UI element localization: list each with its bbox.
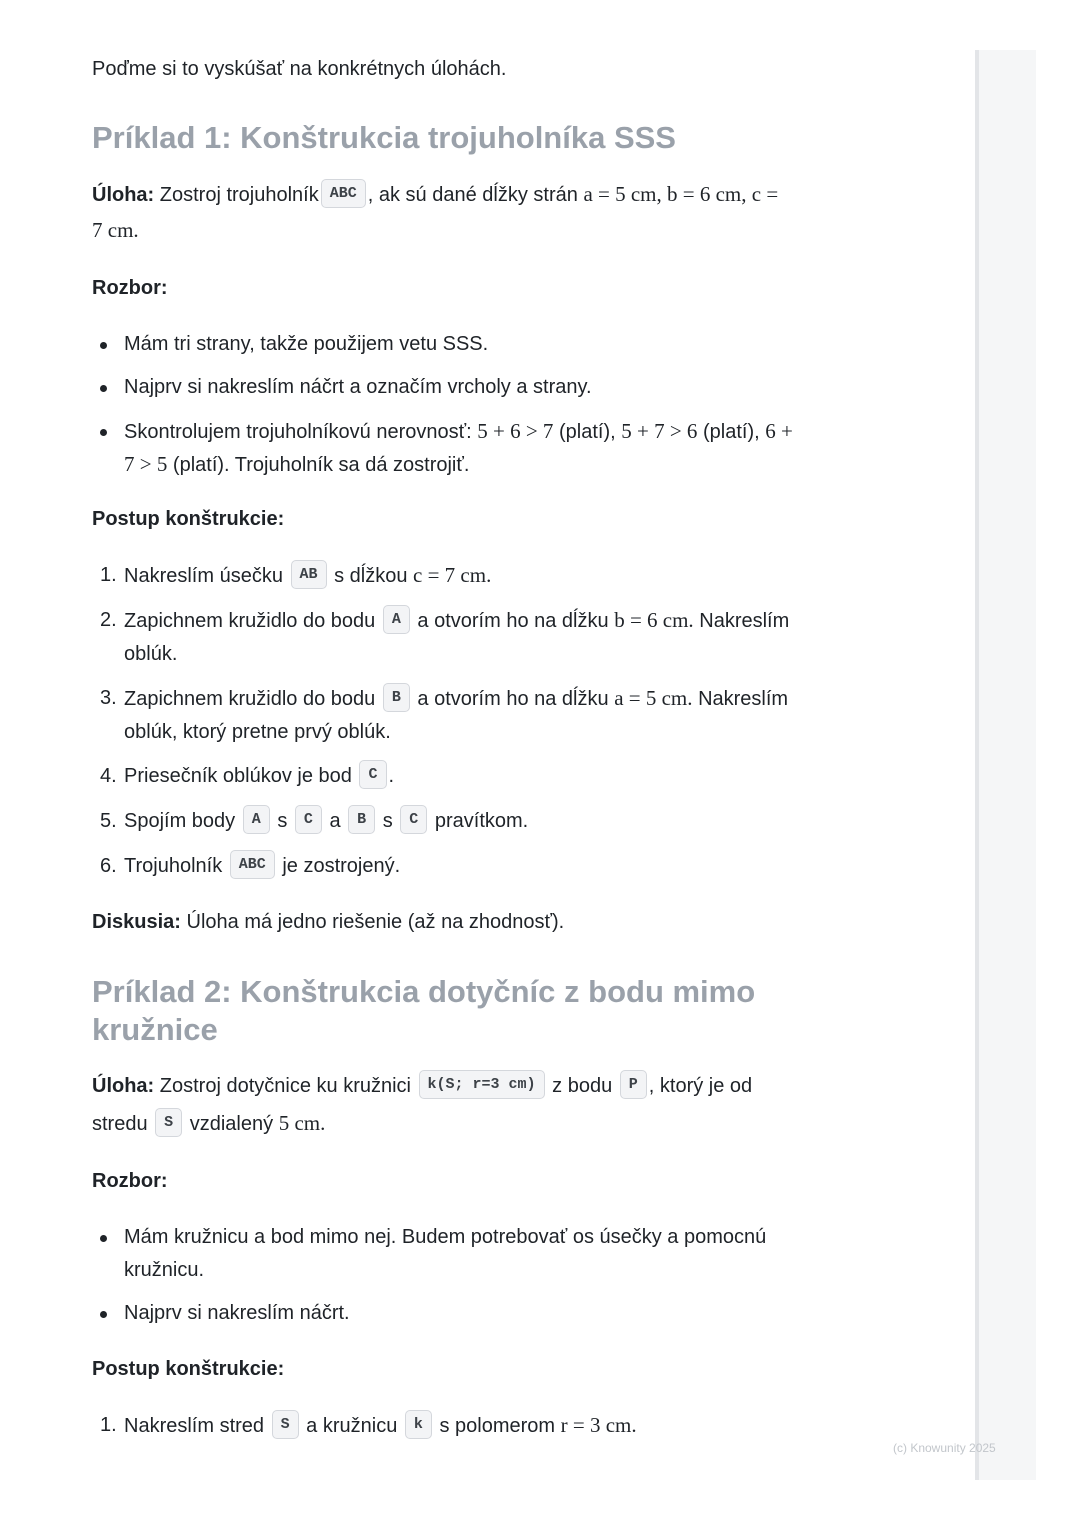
- step-number: 6.: [100, 855, 117, 877]
- list-item-text: (platí),: [559, 421, 616, 443]
- step-3: [100, 682, 789, 716]
- step-text: Nakreslím: [699, 610, 790, 632]
- math-expression: c = 7 cm.: [413, 563, 492, 587]
- right-sidebar: [975, 50, 1036, 1480]
- rozbor-heading: Rozbor:: [92, 277, 168, 299]
- task-label: Úloha:: [92, 1075, 155, 1097]
- step-text: a otvorím ho na dĺžku: [417, 688, 609, 710]
- code-abc: ABC: [321, 179, 366, 208]
- code-b: B: [383, 683, 410, 712]
- code-c: C: [400, 805, 427, 834]
- step-text: .: [388, 765, 395, 787]
- code-b: B: [348, 805, 375, 834]
- ex1-task-line2: [92, 214, 139, 248]
- step-4: [100, 760, 395, 793]
- step-number: 1.: [100, 564, 117, 586]
- list-item-text: Mám kružnicu a bod mimo nej. Budem potrebovať os úsečky a pomocnú: [124, 1226, 767, 1248]
- step-number: 2.: [100, 609, 117, 631]
- list-item: [124, 1221, 766, 1254]
- step-2: [100, 604, 790, 638]
- list-item-text: (platí). Trojuholník sa dá zostrojiť.: [172, 454, 470, 476]
- step-text: s: [382, 810, 393, 832]
- list-item: [124, 371, 592, 404]
- math-expression: 7 > 5: [124, 452, 168, 476]
- task-text: z bodu: [552, 1075, 613, 1097]
- code-a: A: [243, 805, 270, 834]
- list-item-continuation: [124, 1254, 204, 1287]
- diskusia: [92, 906, 564, 939]
- code-s: S: [155, 1108, 182, 1137]
- math-expression: a = 5 cm.: [614, 686, 693, 710]
- step-6: [100, 850, 401, 883]
- math-expression: 5 + 6 > 7: [477, 419, 554, 443]
- ex1-task-line1: [92, 178, 778, 212]
- list-item: [124, 415, 793, 449]
- example-2-title-line2: kružnice: [92, 1012, 218, 1047]
- postup-label: [92, 503, 284, 536]
- code-circle: k(S; r=3 cm): [419, 1070, 545, 1099]
- step-text: Nakreslím úsečku: [124, 565, 283, 587]
- rozbor-label: [92, 1165, 168, 1198]
- step-text: Trojuholník: [124, 855, 223, 877]
- step-text: s polomerom: [439, 1415, 556, 1437]
- math-expression: 5 cm.: [278, 1111, 326, 1135]
- math-expression: b = 6 cm.: [614, 608, 694, 632]
- list-item-text: Mám tri strany, takže použijem vetu SSS.: [124, 333, 489, 355]
- step-3-continuation: [124, 716, 391, 749]
- task-text: Zostroj dotyčnice ku kružnici: [159, 1075, 411, 1097]
- step-2-continuation: [124, 638, 177, 671]
- step-text: Nakreslím stred: [124, 1415, 265, 1437]
- step-1: [100, 1409, 637, 1443]
- bullet-icon: [100, 342, 107, 349]
- task-text: Zostroj trojuholník: [159, 184, 319, 206]
- list-item-text: Najprv si nakreslím náčrt a označím vrcholy a strany.: [124, 376, 592, 398]
- list-item-continuation: [124, 448, 469, 482]
- bullet-icon: [100, 1311, 107, 1318]
- step-number: 1.: [100, 1414, 117, 1436]
- diskusia-text: Úloha má jedno riešenie (až na zhodnosť).: [186, 911, 565, 933]
- list-item: [124, 328, 488, 361]
- bullet-icon: [100, 429, 107, 436]
- code-c: C: [295, 805, 322, 834]
- step-text: a: [329, 810, 341, 832]
- step-text: pravítkom.: [434, 810, 529, 832]
- ex2-task-line1: [92, 1070, 752, 1103]
- list-item-text: (platí),: [703, 421, 760, 443]
- task-text: , ak sú dané dĺžky strán: [367, 184, 578, 206]
- diskusia-label: Diskusia:: [92, 911, 181, 933]
- task-text: , ktorý je od: [648, 1075, 753, 1097]
- task-text: stredu: [92, 1113, 148, 1135]
- step-text: Spojím body: [124, 810, 236, 832]
- step-number: 5.: [100, 810, 117, 832]
- intro-text: Poďme si to vyskúšať na konkrétnych úlohách.: [92, 58, 507, 80]
- step-text: je zostrojený.: [282, 855, 401, 877]
- step-5: [100, 805, 529, 838]
- list-item-text: Najprv si nakreslím náčrt.: [124, 1302, 350, 1324]
- list-item-text: kružnicu.: [124, 1259, 205, 1281]
- step-text: s dĺžkou: [334, 565, 408, 587]
- math-expression: 6 +: [765, 419, 793, 443]
- step-1: [100, 559, 492, 593]
- step-text: Priesečník oblúkov je bod: [124, 765, 352, 787]
- code-k: k: [405, 1410, 432, 1439]
- ex2-task-line2: [92, 1107, 325, 1141]
- code-a: A: [383, 605, 410, 634]
- math-expression: 5 + 7 > 6: [621, 419, 698, 443]
- step-text: s: [277, 810, 288, 832]
- bullet-icon: [100, 385, 107, 392]
- step-text: Nakreslím: [698, 688, 789, 710]
- step-text: a kružnicu: [306, 1415, 398, 1437]
- bullet-icon: [100, 1235, 107, 1242]
- example-1-title: Príklad 1: Konštrukcia trojuholníka SSS: [92, 120, 676, 155]
- postup-label: [92, 1353, 284, 1386]
- step-text: Zapichnem kružidlo do bodu: [124, 688, 376, 710]
- copyright-footer: (c) Knowunity 2025: [893, 1441, 996, 1455]
- code-p: P: [620, 1070, 647, 1099]
- list-item-text: Skontrolujem trojuholníkovú nerovnosť:: [124, 421, 472, 443]
- task-label: Úloha:: [92, 184, 155, 206]
- step-text: oblúk, ktorý pretne prvý oblúk.: [124, 721, 391, 743]
- postup-heading: Postup konštrukcie:: [92, 508, 285, 530]
- task-text: vzdialený: [189, 1113, 274, 1135]
- step-number: 3.: [100, 687, 117, 709]
- math-expression: r = 3 cm.: [560, 1413, 637, 1437]
- code-ab: AB: [291, 560, 327, 589]
- rozbor-label: [92, 272, 168, 305]
- step-text: a otvorím ho na dĺžku: [417, 610, 609, 632]
- code-c: C: [359, 760, 386, 789]
- step-text: oblúk.: [124, 643, 178, 665]
- example-2-title-line1: Príklad 2: Konštrukcia dotyčníc z bodu mimo: [92, 974, 756, 1009]
- math-expression: a = 5 cm, b = 6 cm, c =: [583, 182, 779, 206]
- step-number: 4.: [100, 765, 117, 787]
- rozbor-heading: Rozbor:: [92, 1170, 168, 1192]
- postup-heading: Postup konštrukcie:: [92, 1358, 285, 1380]
- code-s: S: [272, 1410, 299, 1439]
- step-text: Zapichnem kružidlo do bodu: [124, 610, 376, 632]
- list-item: [124, 1297, 350, 1330]
- math-expression: 7 cm.: [92, 218, 139, 242]
- code-abc: ABC: [230, 850, 275, 879]
